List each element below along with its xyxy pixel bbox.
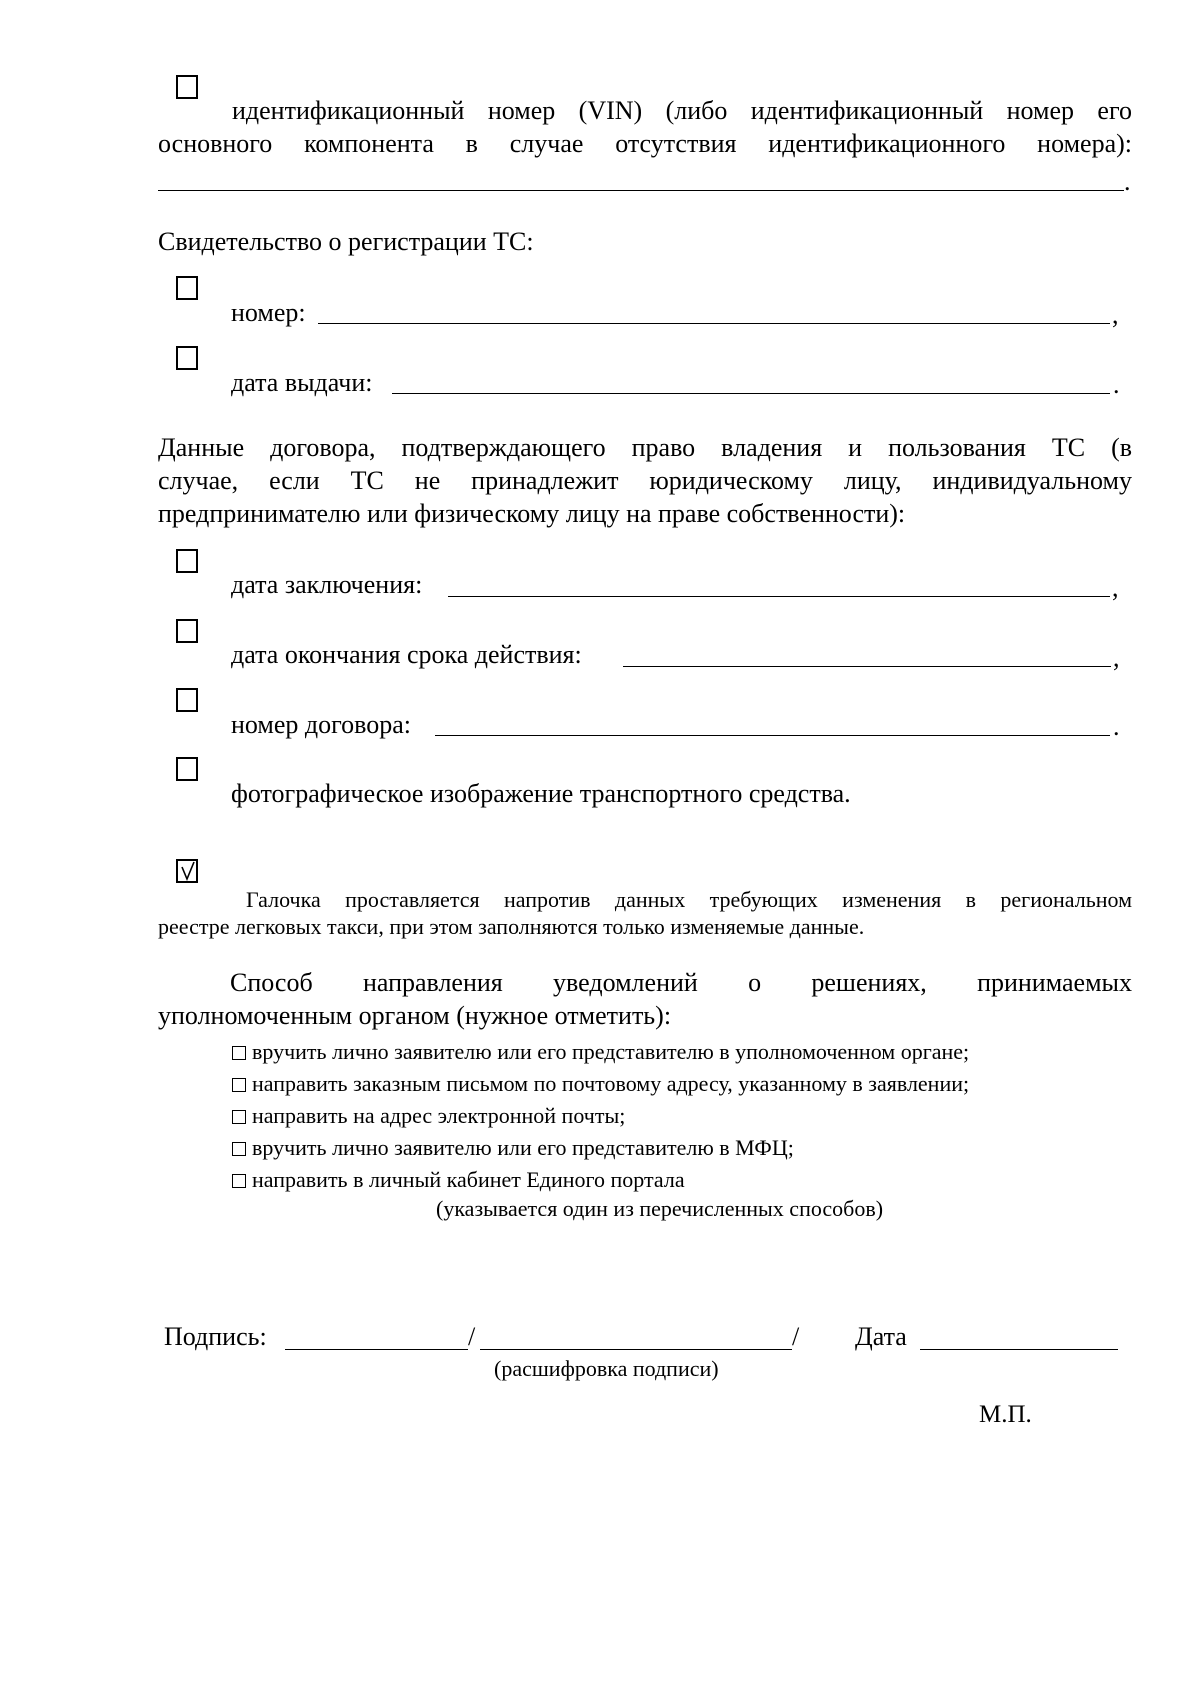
registration-number-checkbox[interactable] (176, 276, 198, 300)
contract-conclusion-end: , (1112, 573, 1119, 602)
contract-expiry-line[interactable] (623, 666, 1111, 667)
notification-option[interactable] (232, 1100, 625, 1131)
option-checkbox[interactable] (232, 1142, 246, 1156)
option-label: направить в личный кабинет Единого портала (252, 1167, 685, 1192)
notification-line1: Способ направления уведомлений о решениях, принимаемых (230, 968, 1132, 997)
contract-expiry-label: дата окончания срока действия: (231, 640, 582, 669)
registration-date-checkbox[interactable] (176, 346, 198, 370)
example-checked-checkbox (176, 859, 198, 883)
contract-conclusion-line[interactable] (448, 596, 1110, 597)
signature-slash-2: / (792, 1322, 800, 1351)
option-checkbox[interactable] (232, 1110, 246, 1124)
contract-intro-line3: предпринимателю или физическому лицу на праве собственности): (158, 499, 906, 528)
contract-number-end: . (1113, 712, 1120, 741)
notification-hint: (указывается один из перечисленных способов) (436, 1196, 884, 1221)
contract-expiry-checkbox[interactable] (176, 619, 198, 643)
notification-option[interactable] (232, 1036, 969, 1067)
notification-option[interactable] (232, 1164, 685, 1195)
contract-conclusion-checkbox[interactable] (176, 549, 198, 573)
signature-slash-1: / (468, 1322, 476, 1351)
registration-number-end: , (1112, 300, 1119, 329)
option-label: направить на адрес электронной почты; (252, 1103, 626, 1128)
signature-label: Подпись: (164, 1322, 267, 1351)
registration-date-end: . (1113, 370, 1120, 399)
stamp-place: М.П. (979, 1401, 1032, 1428)
vin-input-line[interactable] (158, 190, 1124, 191)
signature-date-label: Дата (855, 1322, 907, 1351)
contract-intro-line2: случае, если ТС не принадлежит юридическому лицу, индивидуальному (158, 466, 1132, 495)
note-line1: Галочка проставляется напротив данных требующих изменения в региональном (246, 887, 1132, 912)
note-line2: реестре легковых такси, при этом заполняются только изменяемые данные. (158, 914, 865, 939)
notification-option[interactable] (232, 1132, 794, 1163)
registration-heading: Свидетельство о регистрации ТС: (158, 227, 534, 256)
option-label: вручить лично заявителю или его представителю в уполномоченном органе; (252, 1039, 970, 1064)
registration-number-label: номер: (231, 298, 306, 327)
photo-checkbox[interactable] (176, 757, 198, 781)
signature-line[interactable] (285, 1349, 468, 1350)
contract-number-label: номер договора: (231, 710, 412, 739)
registration-date-label: дата выдачи: (231, 368, 373, 397)
contract-number-checkbox[interactable] (176, 688, 198, 712)
registration-date-line[interactable] (392, 393, 1110, 394)
signature-date-line[interactable] (920, 1349, 1118, 1350)
option-checkbox[interactable] (232, 1046, 246, 1060)
option-checkbox[interactable] (232, 1174, 246, 1188)
contract-number-line[interactable] (435, 735, 1110, 736)
option-checkbox[interactable] (232, 1078, 246, 1092)
vin-end-punct: . (1124, 167, 1131, 196)
option-label: вручить лично заявителю или его представителю в МФЦ; (252, 1135, 794, 1160)
checkmark-icon (179, 861, 197, 881)
notification-line2: уполномоченным органом (нужное отметить): (158, 1001, 672, 1030)
contract-intro-line1: Данные договора, подтверждающего право владения и пользования ТС (в (158, 433, 1132, 462)
signature-decoding-hint: (расшифровка подписи) (494, 1356, 719, 1381)
registration-number-line[interactable] (318, 323, 1110, 324)
photo-label: фотографическое изображение транспортного средства. (231, 779, 851, 808)
contract-expiry-end: , (1113, 643, 1120, 672)
contract-conclusion-label: дата заключения: (231, 570, 423, 599)
option-label: направить заказным письмом по почтовому адресу, указанному в заявлении; (252, 1071, 970, 1096)
vin-checkbox[interactable] (176, 75, 198, 99)
vin-text-line1: идентификационный номер (VIN) (либо идентификационный номер его (232, 96, 1132, 125)
notification-option[interactable] (232, 1068, 969, 1099)
signature-decoding-line[interactable] (480, 1349, 792, 1350)
vin-text-line2: основного компонента в случае отсутствия идентификационного номера): (158, 129, 1132, 158)
